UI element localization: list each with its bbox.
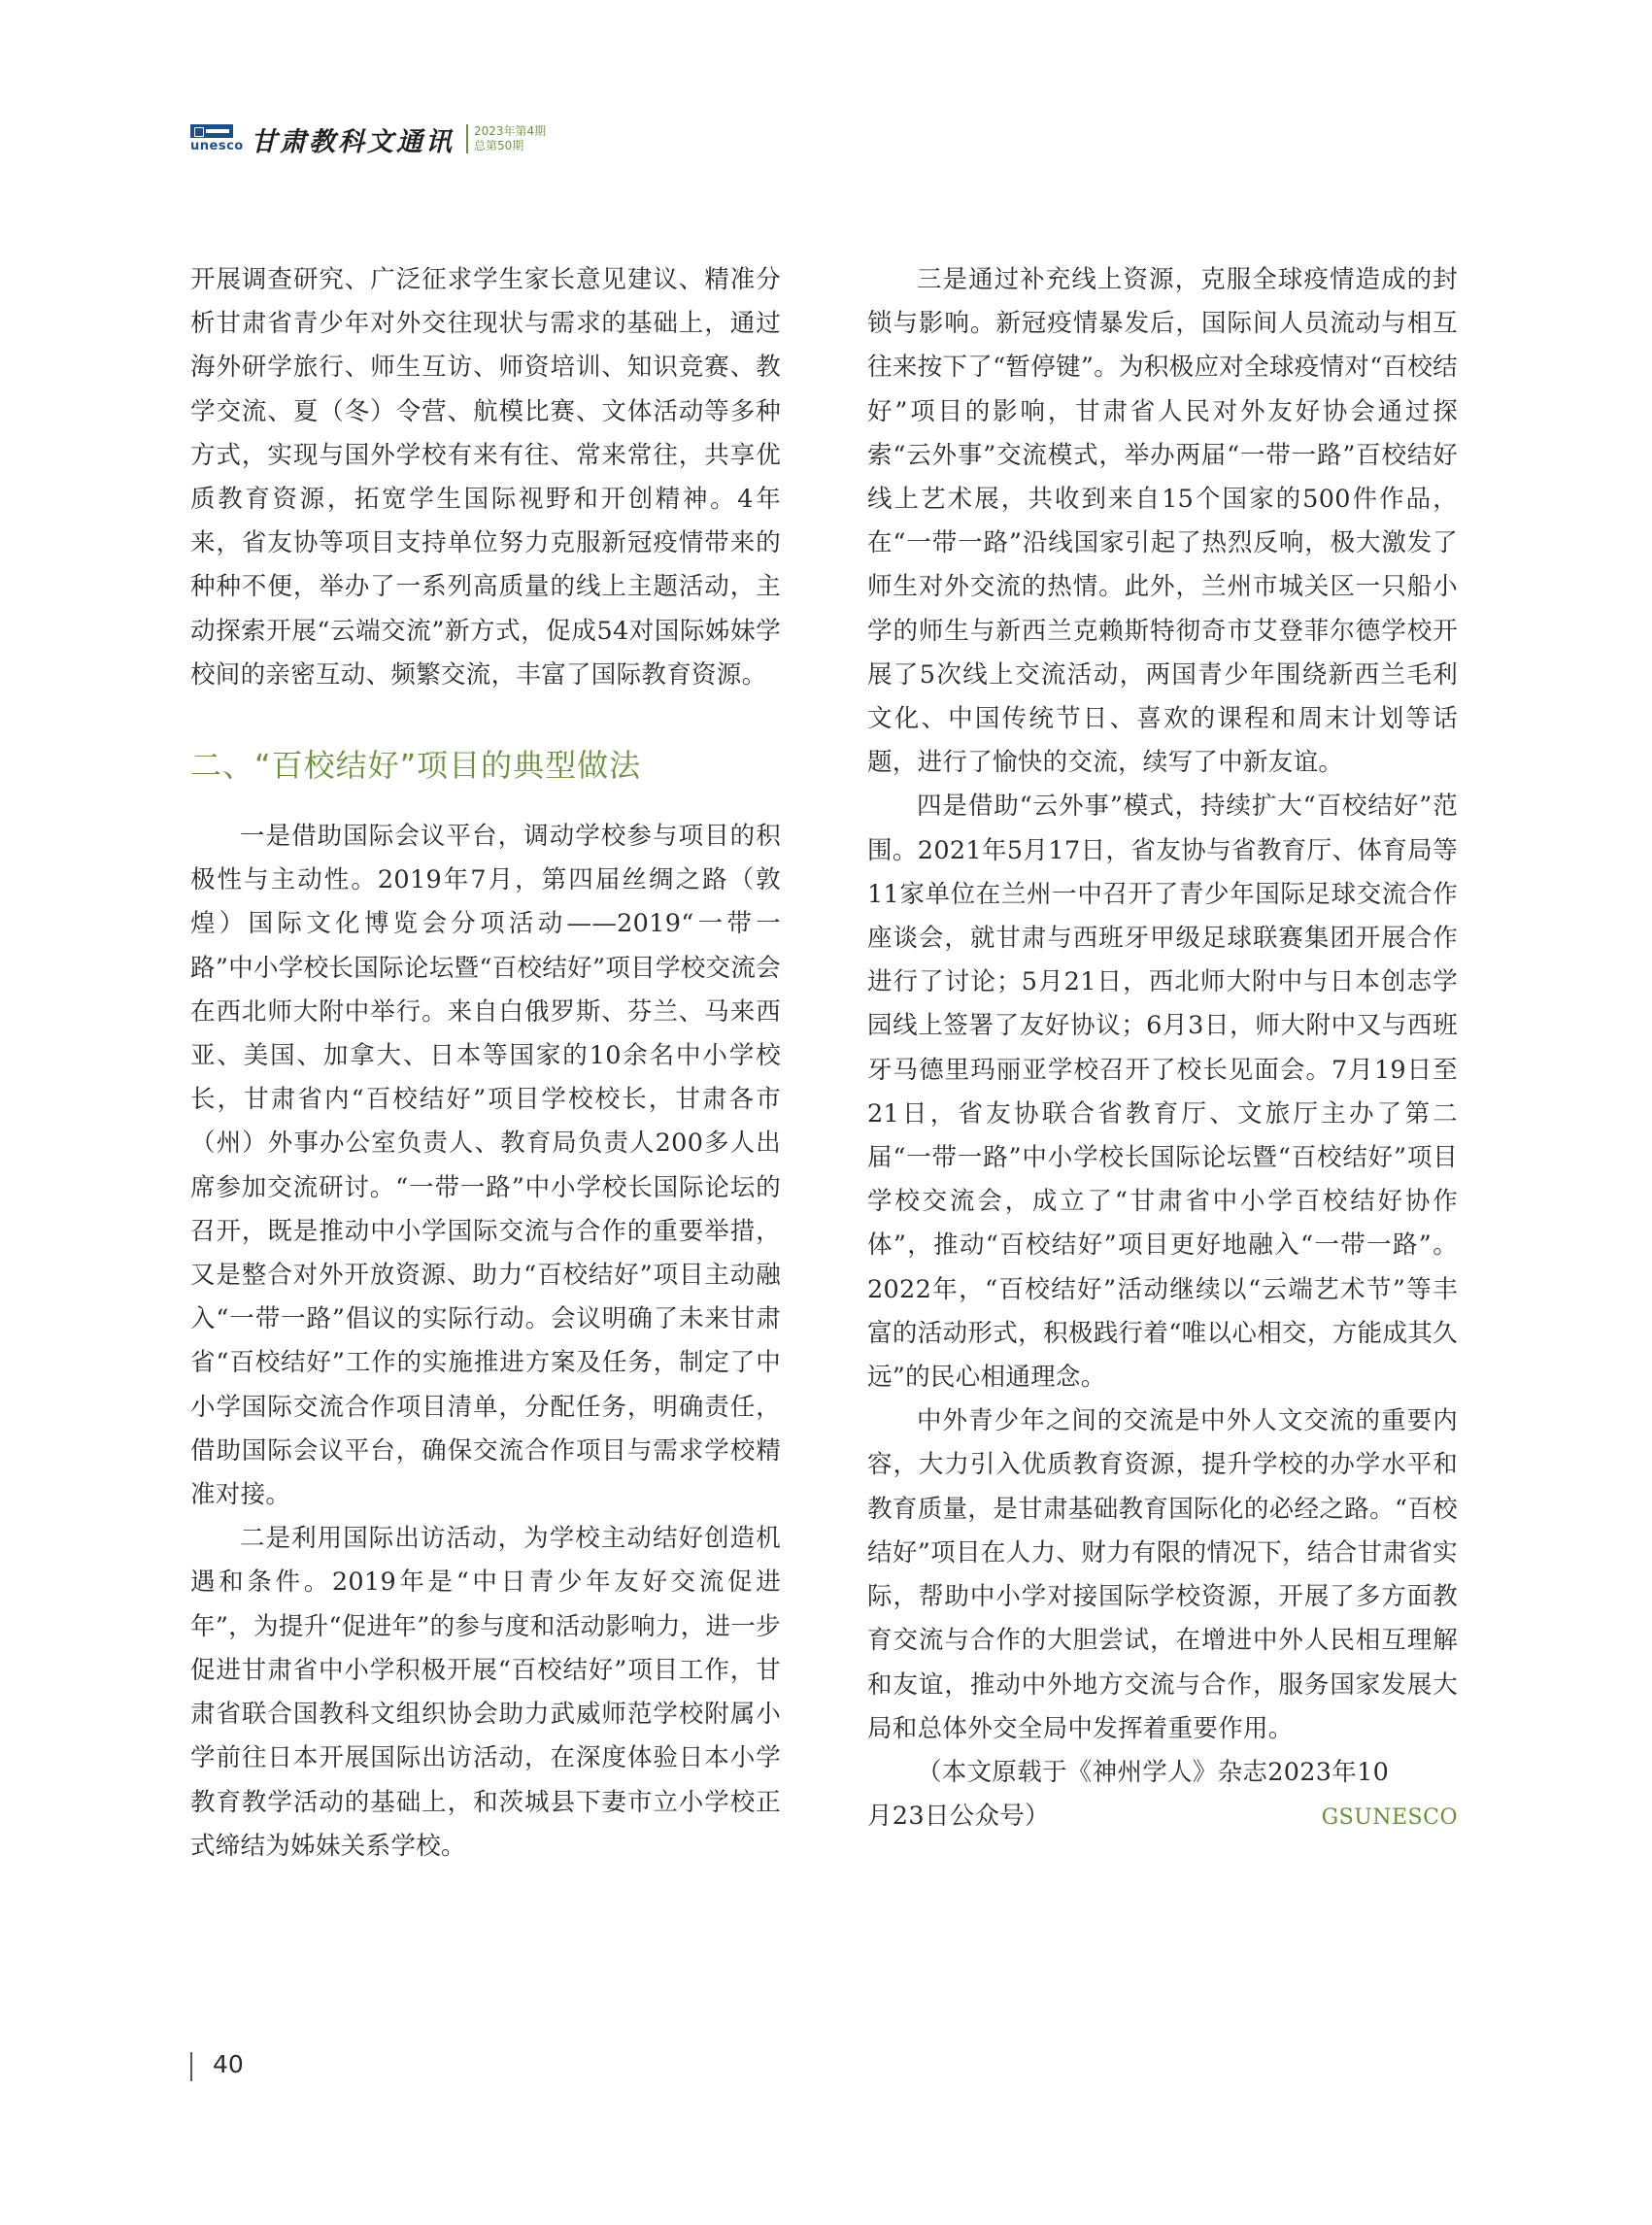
footer-divider (190, 2052, 192, 2081)
issue-total: 总第50期 (474, 139, 524, 152)
magazine-title: 甘肃教科文通讯 (251, 126, 455, 157)
page-number: 40 (213, 2050, 244, 2078)
page-header (190, 122, 546, 155)
section-heading: 二、“百校结好”项目的典型做法 (190, 747, 642, 785)
paragraph-2: 二是利用国际出访活动，为学校主动结好创造机遇和条件。2019年是“中日青少年友好交流促进年”，为提升“促进年”的参与度和活动影响力，进一步促进甘肃省中小学积极开展“百校结好”项目工作，甘肃省联合国教科文组织协会助力武威师范学校附属小学前往日本开展国际出访活动，在深度体验日本小学教育教学活动的基础上，和茨城县下妻市立小学校正式缔结为姊妹关系学校。 (190, 1524, 781, 1861)
source-note-footer (867, 1795, 1458, 1839)
source-note-line2: 月23日公众号） (867, 1802, 1050, 1832)
source-note-line1: （本文原载于《神州学人》杂志2023年10 (917, 1757, 1390, 1787)
paragraph-5: 中外青少年之间的交流是中外人文交流的重要内容，大力引入优质教育资源，提升学校的办学水平和教育质量，是甘肃基础教育国际化的必经之路。“百校结好”项目在人力、财力有限的情况下，结合甘肃省实际，帮助中小学对接国际学校资源，开展了多方面教育交流与合作的大胆尝试，在增进中外人民相互理解和友谊，推动中外地方交流与合作，服务国家发展大局和总体外交全局中发挥着重要作用。 (867, 1406, 1458, 1743)
right-column (867, 258, 1458, 1839)
left-column (190, 258, 781, 1869)
brand-signature: GSUNESCO (1321, 1805, 1458, 1831)
paragraph-3: 三是通过补充线上资源，克服全球疫情造成的封锁与影响。新冠疫情暴发后，国际间人员流动与相互往来按下了“暂停键”。为积极应对全球疫情对“百校结好”项目的影响，甘肃省人民对外友好协会通过探索“云外事”交流模式，举办两届“一带一路”百校结好线上艺术展，共收到来自15个国家的500件作品，在“一带一路”沿线国家引起了热烈反响，极大激发了师生对外交流的热情。此外，兰州市城关区一只船小学的师生与新西兰克赖斯特彻奇市艾登菲尔德学校开展了5次线上交流活动，两国青少年围绕新西兰毛利文化、中国传统节日、喜欢的课程和周末计划等话题，进行了愉快的交流，续写了中新友谊。 (867, 265, 1458, 778)
logo-text: unesco (190, 139, 244, 153)
issue-number: 2023年第4期 (474, 124, 547, 138)
intro-paragraph: 开展调查研究、广泛征求学生家长意见建议、精准分析甘肃省青少年对外交往现状与需求的基础上，通过海外研学旅行、师生互访、师资培训、知识竞赛、教学交流、夏（冬）令营、航模比赛、文体活动等多种方式，实现与国外学校有来有往、常来常往，共享优质教育资源，拓宽学生国际视野和开创精神。4年来，省友协等项目支持单位努力克服新冠疫情带来的种种不便，举办了一系列高质量的线上主题活动，主动探索开展“云端交流”新方式，促成54对国际姊妹学校间的亲密互动、频繁交流，丰富了国际教育资源。 (190, 265, 781, 690)
unesco-logo (190, 122, 243, 155)
paragraph-1: 一是借助国际会议平台，调动学校参与项目的积极性与主动性。2019年7月，第四届丝绸之路（敦煌）国际文化博览会分项活动——2019“一带一路”中小学校长国际论坛暨“百校结好”项目学校交流会在西北师大附中举行。来自白俄罗斯、芬兰、马来西亚、美国、加拿大、日本等国家的10余名中小学校长，甘肃省内“百校结好”项目学校校长，甘肃各市（州）外事办公室负责人、教育局负责人200多人出席参加交流研讨。“一带一路”中小学校长国际论坛的召开，既是推动中小学国际交流与合作的重要举措，又是整合对外开放资源、助力“百校结好”项目主动融入“一带一路”倡议的实际行动。会议明确了未来甘肃省“百校结好”工作的实施推进方案及任务，制定了中小学国际交流合作项目清单，分配任务，明确责任，借助国际会议平台，确保交流合作项目与需求学校精准对接。 (190, 822, 781, 1510)
issue-info (474, 124, 546, 153)
unesco-emblem-icon (190, 124, 233, 138)
header-divider (466, 124, 468, 153)
paragraph-4: 四是借助“云外事”模式，持续扩大“百校结好”范围。2021年5月17日，省友协与省教育厅、体育局等11家单位在兰州一中召开了青少年国际足球交流合作座谈会，就甘肃与西班牙甲级足球联赛集团开展合作进行了讨论；5月21日，西北师大附中与日本创志学园线上签署了友好协议；6月3日，师大附中又与西班牙马德里玛丽亚学校召开了校长见面会。7月19日至21日，省友协联合省教育厅、文旅厅主办了第二届“一带一路”中小学校长国际论坛暨“百校结好”项目学校交流会，成立了“甘肃省中小学百校结好协作体”，推动“百校结好”项目更好地融入“一带一路”。2022年，“百校结好”活动继续以“云端艺术节”等丰富的活动形式，积极践行着“唯以心相交，方能成其久远”的民心相通理念。 (867, 792, 1458, 1393)
